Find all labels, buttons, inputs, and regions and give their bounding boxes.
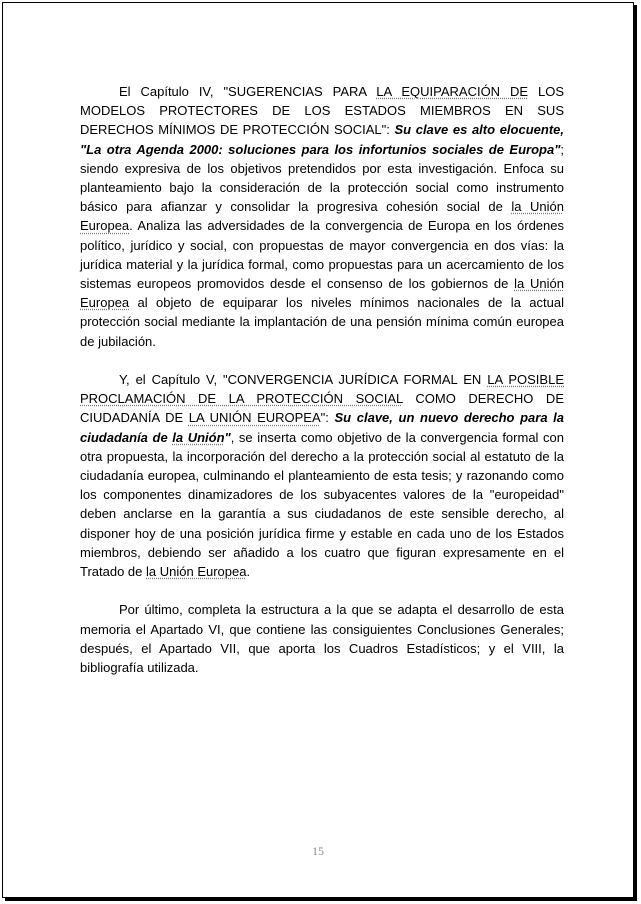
spellcheck-underlined-text: la Unión Europea xyxy=(80,199,564,234)
text-run: al objeto de equiparar los niveles mínimos nacionales de la actual protección social mediante la implantación de una pensión mínima común europea de jubilación. xyxy=(80,295,564,349)
spellcheck-underlined-text: LA UNIÓN EUROPEA xyxy=(188,410,321,426)
text-run: COMO DERECHO DE CIUDADANÍA DE xyxy=(80,391,564,426)
paragraph-chapter-iv xyxy=(80,82,564,351)
text-run: Por último, completa la estructura a la que se adapta el desarrollo de esta memoria el Apartado VI, que contiene las consiguientes Conclusiones Generales; después, el Apartado VII, que aporta los Cuadros Estadísticos; y el VIII, la bibliografía utilizada. xyxy=(80,602,564,676)
text-run: ": xyxy=(320,410,335,426)
text-run: Su clave, un nuevo derecho para la ciudadanía de xyxy=(80,410,565,445)
paragraph-chapter-v xyxy=(80,370,564,581)
document-page xyxy=(2,2,634,898)
chapter-iv-key-phrase: Su clave es alto elocuente, "La otra Agenda 2000: soluciones para los infortunios sociales de Europa" xyxy=(80,122,564,157)
document-body xyxy=(80,82,564,696)
paragraph-conclusion xyxy=(80,600,564,677)
text-run: . xyxy=(246,564,251,580)
text-run: . Analiza las adversidades de la convergencia de Europa en los órdenes político, jurídico y social, con propuestas de mayor convergencia en dos vías: la jurídica material y la jurídica formal, como propuestas para un acercamiento de los sistemas europeos promovidos desde el consenso de los gobiernos de xyxy=(80,218,564,292)
spellcheck-underlined-text: la Unión Europea xyxy=(80,276,565,311)
text-run: " xyxy=(224,429,231,445)
text-run: Y, el Capítulo V, "CONVERGENCIA JURÍDICA FORMAL EN xyxy=(119,372,488,388)
spellcheck-underlined-text: LA POSIBLE PROCLAMACIÓN DE LA PROTECCIÓN SOCIAL xyxy=(80,372,564,407)
page-number: 15 xyxy=(312,844,324,858)
spellcheck-underlined-text: la Unión Europea xyxy=(146,564,247,580)
spellcheck-underlined-text: LA EQUIPARACIÓN DE xyxy=(376,84,529,99)
text-run: ; siendo expresiva de los objetivos pretendidos por esta investigación. Enfoca su planteamiento bajo la consideración de la protección social como instrumento básico para afianzar y consolidar la progresiva cohesión social de xyxy=(80,141,564,215)
text-run: El Capítulo IV, "SUGERENCIAS PARA xyxy=(119,84,377,99)
spellcheck-underlined-text: la Unión xyxy=(172,429,225,445)
text-run: LOS MODELOS PROTECTORES DE LOS ESTADOS MIEMBROS EN SUS DERECHOS MÍNIMOS DE PROTECCIÓN SOCIAL": xyxy=(80,84,564,138)
text-run: , se inserta como objetivo de la convergencia formal con otra propuesta, la incorporación del derecho a la protección social al estatuto de la ciudadanía europea, culminando el planteamiento de esta tesis; y razonando como los componentes dinamizadores de los subyacentes valores de la "europeidad" deben anclarse en la garantía a sus ciudadanos de este sensible derecho, al disponer hoy de una posición jurídica firme y estable en cada uno de los Estados miembros, debiendo ser añadido a los cuatro que figuran expresamente en el Tratado de xyxy=(80,429,564,580)
